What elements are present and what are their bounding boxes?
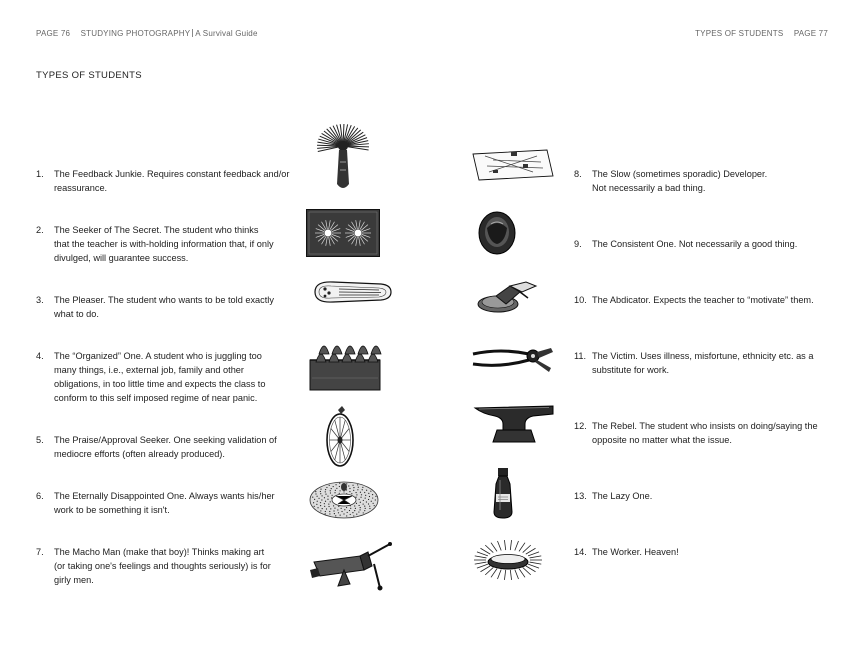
paper-sheet-illustration xyxy=(471,146,555,182)
right-page-number: PAGE 77 xyxy=(793,29,828,38)
entry-text xyxy=(54,349,265,405)
egg-crate-illustration xyxy=(306,338,384,392)
entry-line: The Praise/Approval Seeker. One seeking validation of xyxy=(54,435,277,445)
entry-number: 12. xyxy=(574,421,587,431)
entry-line: that the teacher is with-holding information that, if only xyxy=(54,239,274,249)
left-page-header xyxy=(36,29,258,38)
fan-brush-illustration xyxy=(312,122,374,194)
entry-number: 7. xyxy=(36,547,44,557)
entry-text xyxy=(592,237,797,251)
entry-line: (or taking one's feelings and thoughts seriously) is for xyxy=(54,561,271,571)
entry-text xyxy=(592,167,767,195)
wheel-illustration xyxy=(323,404,357,468)
entry-number: 14. xyxy=(574,547,587,557)
entry-line: The Rebel. The student who insists on doing/saying the xyxy=(592,421,818,431)
entry-line: work to be something it isn't. xyxy=(54,505,170,515)
chapter-title: TYPES OF STUDENTS xyxy=(695,29,784,38)
glowing-dish-illustration xyxy=(472,536,544,580)
entry-line: The Feedback Junkie. Requires constant feedback and/or xyxy=(54,169,290,179)
entry-line: obligations, in too little time and expects the class to xyxy=(54,379,266,389)
section-title: TYPES OF STUDENTS xyxy=(36,70,142,81)
entry-line: The Seeker of The Secret. The student who thinks xyxy=(54,225,259,235)
entry-number: 13. xyxy=(574,491,587,501)
entry-line: girly men. xyxy=(54,575,94,585)
entry-line: what to do. xyxy=(54,309,99,319)
entry-line: The Macho Man (make that boy)! Thinks making art xyxy=(54,547,265,557)
entry-text xyxy=(54,433,277,461)
bottle-illustration xyxy=(486,466,520,522)
entry-text xyxy=(54,489,275,517)
right-page-header xyxy=(695,29,828,38)
entry-text xyxy=(592,545,679,559)
title-separator xyxy=(192,29,193,37)
entry-text xyxy=(54,545,271,587)
entry-number: 2. xyxy=(36,225,44,235)
entry-text xyxy=(54,293,274,321)
entry-text xyxy=(54,223,274,265)
left-page-number: PAGE 76 xyxy=(36,29,71,38)
book-title: STUDYING PHOTOGRAPHY xyxy=(80,29,191,38)
bowl-illustration xyxy=(477,210,517,256)
entry-number: 8. xyxy=(574,169,582,179)
anvil-illustration xyxy=(473,404,557,446)
entry-line: The Victim. Uses illness, misfortune, ethnicity etc. as a xyxy=(592,351,814,361)
sparkle-panel-illustration xyxy=(306,209,380,257)
pliers-illustration xyxy=(471,342,555,376)
entry-text xyxy=(592,419,818,447)
book-subtitle: A Survival Guide xyxy=(195,29,258,38)
entry-number: 11. xyxy=(574,351,587,361)
pump-illustration xyxy=(476,276,542,314)
entry-number: 1. xyxy=(36,169,44,179)
vise-illustration xyxy=(304,540,394,592)
entry-number: 4. xyxy=(36,351,44,361)
entry-line: opposite no matter what the issue. xyxy=(592,435,732,445)
entry-line: many things, i.e., external job, family and other xyxy=(54,365,244,375)
entry-line: The Consistent One. Not necessarily a good thing. xyxy=(592,239,798,249)
entry-line: reassurance. xyxy=(54,183,108,193)
entry-line: The Lazy One. xyxy=(592,491,653,501)
sandal-sole-illustration xyxy=(311,279,393,305)
entry-number: 10. xyxy=(574,295,587,305)
entry-line: substitute for work. xyxy=(592,365,670,375)
entry-line: The Eternally Disappointed One. Always wants his/her xyxy=(54,491,275,501)
entry-text xyxy=(592,293,814,307)
entry-line: The Abdicator. Expects the teacher to “motivate” them. xyxy=(592,295,814,305)
entry-line: Not necessarily a bad thing. xyxy=(592,183,706,193)
entry-line: mediocre efforts (often already produced). xyxy=(54,449,225,459)
entry-line: The Worker. Heaven! xyxy=(592,547,679,557)
entry-number: 6. xyxy=(36,491,44,501)
entry-line: conform to this self imposed regime of near panic. xyxy=(54,393,258,403)
entry-text xyxy=(592,489,652,503)
entry-line: The “Organized” One. A student who is juggling too xyxy=(54,351,262,361)
bird-nest-illustration xyxy=(308,476,380,520)
entry-text xyxy=(54,167,289,195)
entry-number: 3. xyxy=(36,295,44,305)
entry-line: The Slow (sometimes sporadic) Developer. xyxy=(592,169,768,179)
entry-line: divulged, will guarantee success. xyxy=(54,253,189,263)
entry-number: 9. xyxy=(574,239,582,249)
entry-text xyxy=(592,349,813,377)
entry-line: The Pleaser. The student who wants to be told exactly xyxy=(54,295,274,305)
entry-number: 5. xyxy=(36,435,44,445)
